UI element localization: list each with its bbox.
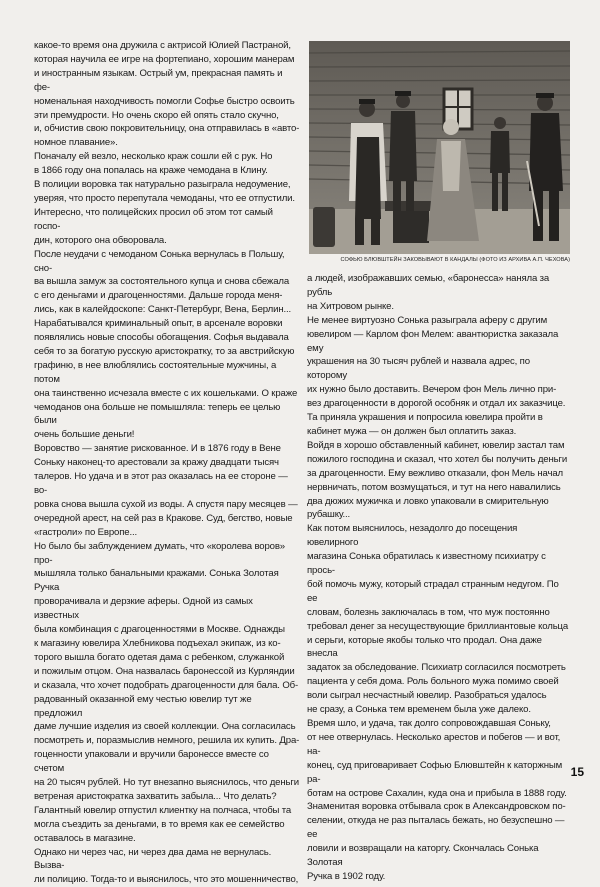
page-number: 15 (570, 765, 584, 779)
right-text-column (307, 272, 569, 882)
photo-caption: СОФЬЮ БЛЮВШТЕЙН ЗАКОВЫВАЮТ В КАНДАЛЫ (ФОТО ИЗ АРХИВА А.П. ЧЕХОВА) (340, 257, 570, 263)
left-text-column (34, 39, 300, 886)
paragraph: какое-то время она дружила с актрисой Юлией Пастраной, которая научила ее игре на фортепиано, хорошим манерам и иностранным языкам. Острый ум, прекрасная память и фе- номенальная находчивость помогли Софье быстро освоить эти премудрости. Но очень скоро ей опять стало скучно, и, обчистив свою покровительницу, она отправилась в «авто- номное плавание». (34, 40, 300, 149)
paragraph: Но было бы заблуждением думать, что «королева воров» про- мышляла только банальными кражами. Сонька Золотая Ручка проворачивала и дерзкие аферы. Одной из самых известных была комбинация с драгоценностями в Москве. Однажды к магазину ювелира Хлебникова подъехал экипаж, из ко- торого вышла богато одетая дама с ребенком, служанкой и пожилым отцом. Она назвалась баронессой из Курляндии и сказала, что хочет подобрать драгоценности для бала. Об- радованный оказанной ему честью ювелир тут же предложил даме лучшие изделия из своей коллекции. Она согласилась посмотреть и, поразмыслив немного, решила их купить. Дра- гоценности упаковали и вручили баронессе вместе со счетом на 20 тысяч рублей. Но тут внезапно выяснилось, что деньги ветреная аристократка захватить забыла... Что делать? Галантный ювелир отпустил клиентку на полчаса, чтобы та могла съездить за деньгами, в то время как ее семейство оставалось в магазине. (34, 540, 300, 844)
paragraph: Воровство — занятие рискованное. И в 1876 году в Вене Соньку наконец-то арестовали за кражу двадцати тысяч талеров. Но удача и в этот раз оказалась на ее стороне — во- ровка снова вышла сухой из воды. А спустя пару месяцев — очередной арест, на сей раз в Кракове. Суд, бегство, новые «гастроли» по Европе... (34, 443, 298, 538)
paragraph: Время шло, и удача, так долго сопровождавшая Соньку, от нее отвернулась. Несколько арестов и побегов — и вот, на- конец, суд приговаривает Софью Блювштейн к каторжным ра- ботам на острове Сахалин, куда она и прибыла в 1888 году. Знаменитая воровка отбывала срок в Александровском по- селении, откуда не раз пыталась бежать, но безуспешно — ее ловили и возвращали на каторгу. Скончалась Сонька Золотая Ручка в 1902 году. (307, 718, 567, 882)
anvil (393, 209, 429, 243)
paragraph: Как потом выяснилось, незадолго до посещения ювелирного магазина Сонька обратилась к известному психиатру с прось- бой помочь мужу, который страдал странным недугом. По ее словам, болезнь заключалась в том, что муж постоянно требовал денег за несуществующие бриллиантовые кольца и серьги, которые якобы только что продал. Она даже внесла задаток за обследование. Психиатр согласился посмотреть пациента у себя дома. Роль больного мужа помимо своей воли сыграл несчастный ювелир. Разобраться удалось не сразу, а Сонька тем временем была уже далеко. (307, 523, 569, 716)
archive-photo (309, 41, 570, 254)
paragraph: Однако ни через час, ни через два дама не вернулась. Вызва- ли полицию. Тогда-то и выяснилось, что это мошенничество, (34, 846, 299, 886)
paragraph: а людей, изображавших семью, «баронесса» наняла за рубль на Хитровом рынке. (307, 273, 550, 312)
barrel (313, 207, 335, 247)
paragraph: Поначалу ей везло, несколько краж сошли ей с рук. Но в 1866 году она попалась на краже чемодана в Клину. В полиции воровка так натурально разыграла недоумение, уверяя, что просто перепутала чемоданы, что ее отпустили. Интересно, что полицейских просил об этом тот самый госпо- дин, которого она обворовала. (34, 151, 295, 246)
paragraph: После неудачи с чемоданом Сонька вернулась в Польшу, сно- ва вышла замуж за состоятельного купца и снова сбежала с его деньгами и драгоценностями. Дальше города меня- лись, как в калейдоскопе: Санкт-Петербург, Вена, Берлин... Нарабатывался криминальный опыт, в арсенале воровки появлялись новые способы обогащения. Софья выдавала себя то за богатую русскую аристократку, то за австрийскую графиню, в нее влюблялись состоятельные мужчины, а потом она таинственно исчезала вместе с их кошельками. О краже чемоданов она больше не помышляла: теперь ее целью были очень большие деньги! (34, 248, 298, 441)
paragraph: Войдя в хорошо обставленный кабинет, ювелир застал там пожилого господина и сказал, что хотел бы получить деньги за драгоценности. Ему вежливо отказали, фон Мель начал нервничать, потом возмущаться, и тут на него навалились два дюжих мужичка и ловко упаковали в смирительную рубашку... (307, 439, 568, 521)
paragraph: Не менее виртуозно Сонька разыграла аферу с другим ювелиром — Карлом фон Мелем: авантюристка заказала ему украшения на 30 тысяч рублей и назвала адрес, по которому их нужно было доставить. Вечером фон Мель лично при- вез драгоценности в дорогой особняк и отдал их заказчице. Та приняла украшения и попросила ювелира пройти в кабинет мужа — он должен был оплатить заказ. (307, 314, 566, 437)
photo-illustration (309, 41, 570, 254)
